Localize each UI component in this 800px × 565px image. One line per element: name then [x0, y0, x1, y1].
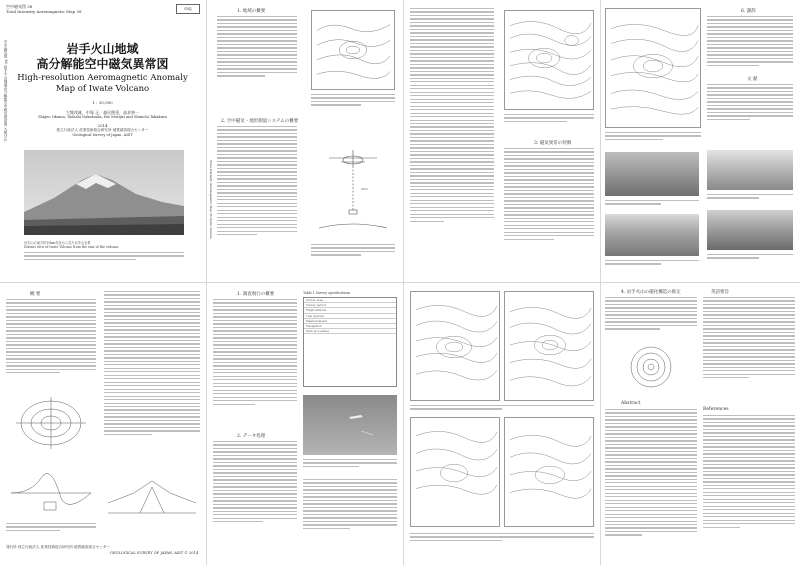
figure-location-map — [311, 10, 395, 90]
text-panel-bottom-middle — [207, 283, 403, 565]
figure-anomaly-map-caption — [410, 405, 594, 412]
section-b4-text — [605, 297, 697, 332]
section-2-text — [217, 126, 297, 238]
figure-anomaly-caption — [504, 114, 594, 124]
figure-caption-lines — [311, 94, 395, 108]
spine-text: 空中磁気図 38 岩手火山地域高分解能空中磁気異常図 大熊ほか — [4, 40, 8, 142]
title-en-line2: Map of Iwate Volcano — [55, 84, 150, 94]
text-panel-top-middle — [207, 0, 403, 282]
authors-jp: 大熊茂雄，中塚 正，森尻理恵，高倉伸一 — [65, 110, 140, 115]
intro-text — [6, 299, 96, 376]
section-3-heading: 3. 磁気異常の特徴 — [534, 141, 572, 146]
abstract-heading: Abstract — [621, 401, 641, 406]
section-b2-text — [213, 441, 297, 525]
helicopter-icon — [303, 395, 397, 455]
figure-1-caption-lines — [311, 244, 395, 258]
refs-jp-heading: 文 献 — [747, 77, 758, 82]
photo-caption-en: Distant view of Iwate Volcano from the east of the volcano. — [24, 245, 120, 249]
text-panel-bottom-right — [601, 283, 800, 565]
section-1-text — [217, 16, 297, 79]
publisher-jp: 発行所 独立行政法人 産業技術総合研究所 地質調査総合センター — [6, 545, 110, 549]
title-jp-line2: 高分解能空中磁気異常図 — [36, 57, 169, 71]
figure-anomaly-map-2 — [410, 291, 500, 401]
scale: 1 : 35,000 — [92, 100, 113, 105]
figure-anomaly-map-5 — [504, 417, 594, 527]
field-photo-4 — [707, 210, 793, 250]
field-photo-4-caption — [707, 254, 793, 261]
figure-cross-section — [104, 473, 200, 525]
table-row: Navigation — [304, 324, 396, 329]
field-photo-1-caption — [605, 200, 699, 207]
figure-anomaly-map-3 — [504, 291, 594, 401]
text-panel-top-right — [601, 0, 800, 282]
intro-heading: 概 要 — [30, 292, 41, 297]
references-heading: References — [703, 407, 729, 412]
section-2-heading: 2. 空中磁気・地形測量システムの概要 — [221, 119, 299, 124]
figure-system-diagram — [311, 140, 395, 240]
text-panel-bottom-left — [0, 283, 206, 565]
table-row: Survey area — [304, 298, 396, 303]
section-3-text — [504, 148, 594, 242]
org-en: Geological Survey of Japan, AIST — [72, 133, 133, 137]
table-caption: Table 1 Survey specifications — [303, 291, 351, 295]
text-panel-top-center — [404, 0, 600, 282]
field-photo-3 — [707, 150, 793, 190]
side-en: Total Intensity Aeromagnetic Map 38 Iwate Volcano — [209, 160, 213, 239]
map-panel-bottom-center — [404, 283, 600, 565]
photo-caption-jp: 岩手山の東方約10km付近から見た岩手山全景 — [24, 241, 91, 245]
body-text-bottom-middle — [303, 479, 397, 531]
dipole-caption — [6, 523, 96, 533]
field-photo-2-caption — [605, 260, 699, 267]
kaisetsu-heading: 英語要旨 — [711, 290, 729, 295]
table-row: Data processing — [304, 329, 396, 334]
series-en: Total Intensity Aeromagnetic Map 38 — [6, 9, 82, 14]
table-row: Flight altitude — [304, 308, 396, 313]
survey-table — [303, 297, 397, 387]
figure-anomaly-map-caption-2 — [410, 533, 594, 543]
table-row: Line spacing — [304, 314, 396, 319]
photo-caption-lines — [24, 252, 184, 262]
section-1-heading: 1. 地域の概要 — [237, 9, 266, 14]
series-jp: 空中磁気図 38 — [6, 4, 33, 9]
body-text-col1 — [410, 8, 494, 224]
figure-magnetization-model — [605, 339, 697, 395]
english-summary-text — [703, 297, 795, 381]
aircraft-photo — [303, 395, 397, 455]
figure-magnetization-map — [605, 8, 701, 128]
section-b2-heading: 2. データ処理 — [237, 434, 266, 439]
figure-dipole — [6, 393, 96, 453]
section-b1-heading: 1. 調査飛行の概要 — [237, 292, 275, 297]
year: 2014 — [97, 123, 108, 128]
table-row: Survey period — [304, 303, 396, 308]
section-b4-heading: 4. 岩手火山の磁化構造の推定 — [621, 290, 681, 295]
title-en-line1: High-resolution Aeromagnetic Anomaly — [17, 73, 188, 83]
refs-jp-text — [707, 84, 793, 122]
authors-en: Shigeo Okuma, Tadashi Nakatsuka, Rie Morijiri and Shinichi Takakura — [38, 115, 167, 119]
section-6-text — [707, 16, 793, 68]
section-b1-text — [213, 299, 297, 407]
cover-panel — [0, 0, 206, 282]
publisher-logo: GSJ — [176, 4, 200, 14]
table-row: Magnetometer — [304, 319, 396, 324]
figure-magnetization-caption — [605, 132, 701, 142]
figure-anomaly-map-4 — [410, 417, 500, 527]
publisher-en: GEOLOGICAL SURVEY OF JAPAN, AIST © 2014 — [110, 551, 199, 555]
org-jp: 独立行政法人 産業技術総合研究所 地質調査総合センター — [56, 128, 149, 132]
field-photo-3-caption — [707, 194, 793, 201]
volcano-photo — [24, 150, 184, 235]
aircraft-photo-caption — [303, 459, 397, 469]
abstract-text — [605, 409, 697, 538]
field-photo-2 — [605, 214, 699, 256]
references-text — [703, 415, 795, 530]
figure-anomaly-profile — [6, 458, 96, 518]
svg-text:30m: 30m — [361, 187, 368, 191]
figure-anomaly-map-1 — [504, 10, 594, 110]
field-photo-1 — [605, 152, 699, 196]
body-text-bottom-left — [104, 291, 200, 437]
section-6-heading: 6. 謝辞 — [741, 9, 756, 14]
fold-line — [0, 282, 800, 283]
title-jp-line1: 岩手火山地域 — [66, 42, 139, 56]
